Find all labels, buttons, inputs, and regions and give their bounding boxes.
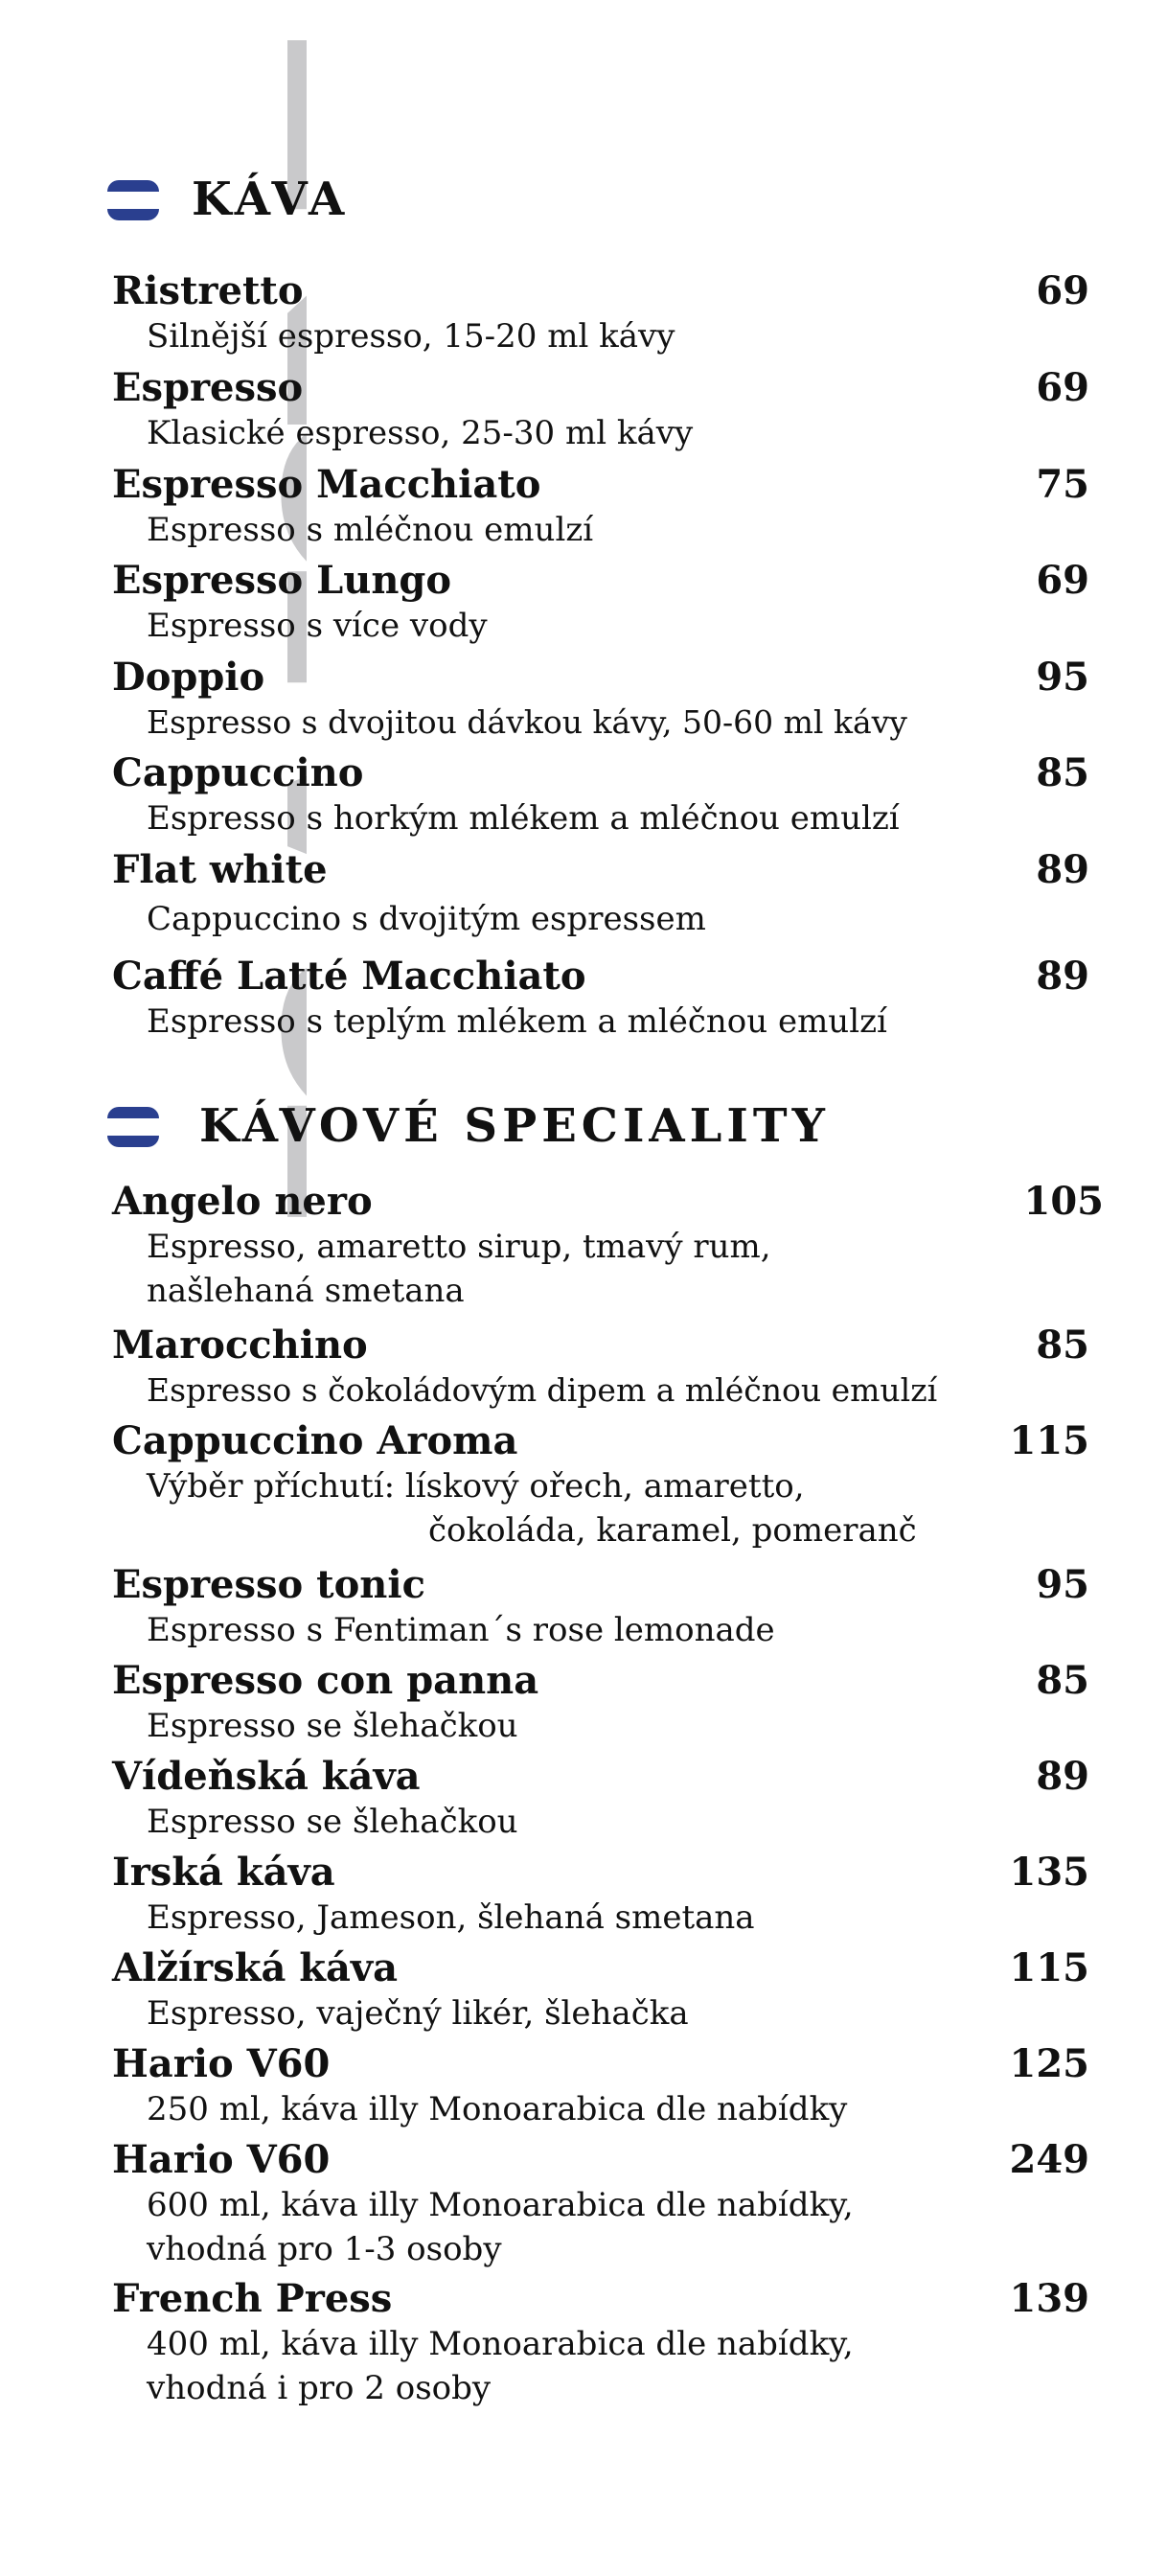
item-name: Espresso Macchiato [112, 462, 541, 507]
item-description: Výběr příchutí: lískový ořech, amaretto, [147, 1467, 805, 1506]
item-description: 600 ml, káva illy Monoarabica dle nabídky, [147, 2186, 854, 2224]
item-price: 69 [1036, 365, 1089, 410]
item-name: Alžírská káva [112, 1945, 399, 1990]
menu-item [112, 1562, 1089, 1652]
item-name: Vídeňská káva [112, 1754, 421, 1799]
item-description: Espresso se šlehačkou [147, 1707, 518, 1745]
item-price: 85 [1036, 750, 1089, 795]
item-name: French Press [112, 2276, 393, 2321]
section-title: KÁVA [192, 172, 350, 226]
item-price: 115 [1009, 1418, 1089, 1463]
item-description: Espresso, Jameson, šlehaná smetana [147, 1898, 755, 1937]
item-name: Hario V60 [112, 2137, 331, 2182]
item-description: Espresso s mléčnou emulzí [147, 511, 594, 549]
item-price: 125 [1009, 2041, 1089, 2086]
item-name: Cappuccino Aroma [112, 1418, 518, 1463]
item-price: 69 [1036, 558, 1089, 603]
item-name: Angelo nero [112, 1179, 373, 1224]
menu-item [112, 1322, 1089, 1413]
item-description: Espresso s čokoládovým dipem a mléčnou emulzí [147, 1371, 938, 1409]
item-name: Espresso con panna [112, 1658, 539, 1703]
item-description: Espresso s teplým mlékem a mléčnou emulzí [147, 1002, 887, 1041]
item-price: 85 [1036, 1322, 1089, 1368]
menu-item [112, 462, 1089, 552]
item-price: 95 [1036, 655, 1089, 700]
item-price: 89 [1036, 1754, 1089, 1799]
menu-item [112, 847, 1089, 941]
item-description: Espresso s Fentiman´s rose lemonade [147, 1611, 775, 1649]
item-name: Caffé Latté Macchiato [112, 954, 586, 999]
section-marker-icon [107, 1097, 163, 1155]
svg-text:Káva: Káva [181, 19, 307, 1218]
menu-item [112, 1179, 1104, 1313]
item-description: našlehaná smetana [147, 1272, 465, 1310]
item-description: Espresso, vaječný likér, šlehačka [147, 1994, 689, 2033]
item-name: Hario V60 [112, 2041, 331, 2086]
menu-item [112, 655, 1089, 745]
item-description: Silnější espresso, 15-20 ml kávy [147, 317, 675, 356]
menu-item [112, 954, 1089, 1044]
item-name: Espresso Lungo [112, 558, 452, 603]
item-name: Flat white [112, 847, 328, 892]
menu-item [112, 2041, 1089, 2131]
menu-item [112, 268, 1089, 358]
item-description: Klasické espresso, 25-30 ml kávy [147, 414, 694, 452]
menu-item [112, 1658, 1089, 1748]
item-name: Espresso [112, 365, 304, 410]
menu-item [112, 750, 1089, 840]
item-description: vhodná i pro 2 osoby [147, 2369, 492, 2407]
section-title: KÁVOVÉ SPECIALITY [199, 1099, 830, 1153]
menu-item [112, 365, 1089, 455]
item-price: 135 [1009, 1850, 1089, 1895]
item-description: Espresso s dvojitou dávkou kávy, 50-60 ml kávy [147, 703, 907, 741]
item-price: 89 [1036, 954, 1089, 999]
menu-item [112, 1754, 1089, 1844]
item-description: Espresso, amaretto sirup, tmavý rum, [147, 1228, 771, 1266]
item-description: Espresso s více vody [147, 607, 488, 645]
menu-item [112, 1850, 1089, 1940]
item-description: Espresso s horkým mlékem a mléčnou emulzí [147, 799, 900, 838]
item-description: vhodná pro 1-3 osoby [147, 2230, 502, 2268]
item-description: čokoláda, karamel, pomeranč [428, 1511, 917, 1550]
menu-item [112, 1945, 1089, 2036]
item-name: Cappuccino [112, 750, 364, 795]
item-description: Cappuccino s dvojitým espressem [147, 900, 706, 938]
item-name: Irská káva [112, 1850, 335, 1895]
item-price: 85 [1036, 1658, 1089, 1703]
item-price: 105 [1023, 1179, 1104, 1224]
item-price: 75 [1036, 462, 1089, 507]
item-name: Espresso tonic [112, 1562, 425, 1607]
menu-item [112, 2276, 1089, 2410]
item-price: 95 [1036, 1562, 1089, 1607]
item-description: 250 ml, káva illy Monoarabica dle nabídky [147, 2090, 848, 2128]
item-description: Espresso se šlehačkou [147, 1803, 518, 1841]
section-heading-kava [107, 161, 349, 238]
item-name: Ristretto [112, 268, 304, 313]
item-price: 139 [1009, 2276, 1089, 2321]
item-price: 249 [1009, 2137, 1089, 2182]
item-price: 89 [1036, 847, 1089, 892]
menu-item [112, 2137, 1089, 2271]
item-name: Marocchino [112, 1322, 368, 1368]
section-heading-specialty [107, 1088, 830, 1164]
menu-item [112, 1418, 1089, 1552]
item-name: Doppio [112, 655, 265, 700]
item-description: 400 ml, káva illy Monoarabica dle nabídky, [147, 2325, 854, 2363]
section-marker-icon [107, 171, 163, 228]
item-price: 115 [1009, 1945, 1089, 1990]
item-price: 69 [1036, 268, 1089, 313]
menu-item [112, 558, 1089, 648]
